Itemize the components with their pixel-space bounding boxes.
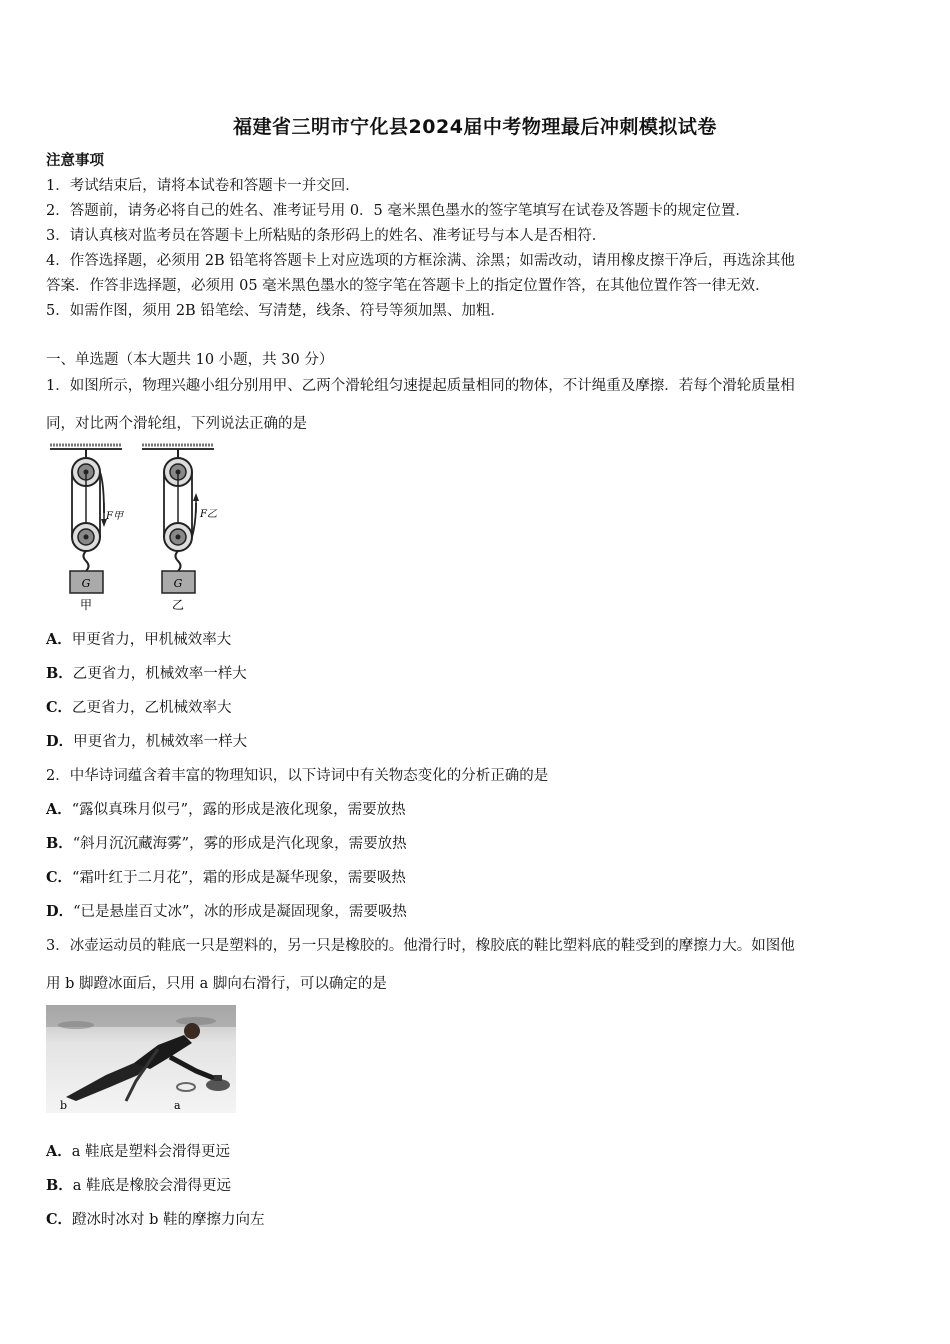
ceiling-left — [50, 445, 122, 449]
force-label-left: F甲 — [106, 511, 123, 522]
q3-option-a — [46, 1143, 916, 1161]
pulley-figure — [46, 443, 226, 615]
option-label: C． — [46, 1211, 73, 1228]
option-label: D． — [46, 733, 74, 750]
photo-label-b: b — [60, 1099, 68, 1112]
option-label: B． — [46, 665, 73, 682]
force-label-right: F乙 — [200, 509, 217, 520]
option-label: B． — [46, 1177, 73, 1194]
option-label: A． — [46, 1143, 72, 1160]
option-label: B． — [46, 835, 73, 852]
option-text: 甲更省力，机械效率一样大 — [73, 734, 248, 750]
notice-item: 答案．作答非选择题，必须用 05 毫米黑色墨水的签字笔在答题卡上的指定位置作答，在其他位置作答一律无效． — [46, 278, 770, 294]
question-2-text: 2．中华诗词蕴含着丰富的物理知识，以下诗词中有关物态变化的分析正确的是 — [46, 768, 549, 784]
block-label-left: G — [81, 577, 91, 590]
q3-option-b — [46, 1177, 916, 1195]
q2-option-d — [46, 903, 916, 921]
question-1-text-cont: 同，对比两个滑轮组，下列说法正确的是 — [46, 416, 307, 432]
pulley-system-left — [70, 449, 107, 593]
option-text: 乙更省力，机械效率一样大 — [72, 666, 247, 682]
option-text: “斜月沉沉藏海雾”，雾的形成是汽化现象，需要放热 — [72, 836, 407, 852]
option-text: “已是悬崖百丈冰”，冰的形成是凝固现象，需要吸热 — [73, 904, 407, 920]
photo-label-a: a — [174, 1099, 181, 1112]
notice-item: 5．如需作图，须用 2B 铅笔绘、写清楚，线条、符号等须加黑、加粗． — [46, 303, 505, 319]
option-text: a 鞋底是橡胶会滑得更远 — [72, 1178, 232, 1194]
option-label: C． — [46, 699, 73, 716]
notice-item: 3．请认真核对监考员在答题卡上所粘贴的条形码上的姓名、准考证号与本人是否相符． — [46, 228, 607, 244]
question-1-text: 1．如图所示，物理兴趣小组分别用甲、乙两个滑轮组匀速提起质量相同的物体，不计绳重及摩擦．若每个滑轮质量相 — [46, 378, 795, 394]
notice-item: 4．作答选择题，必须用 2B 铅笔将答题卡上对应选项的方框涂满、涂黑；如需改动，请用橡皮擦干净后，再选涂其他 — [46, 253, 795, 269]
q2-option-a — [46, 801, 916, 819]
q1-option-b — [46, 665, 916, 683]
option-text: “霜叶红于二月花”，霜的形成是凝华现象，需要吸热 — [72, 870, 406, 886]
option-text: 蹬冰时冰对 b 鞋的摩擦力向左 — [72, 1212, 265, 1228]
caption-right: 乙 — [171, 598, 185, 612]
option-label: C． — [46, 869, 73, 886]
curling-photo — [46, 1005, 236, 1113]
block-label-right: G — [173, 577, 183, 590]
section-heading: 一、单选题（本大题共 10 小题，共 30 分） — [46, 352, 334, 368]
option-label: D． — [46, 903, 74, 920]
q1-option-a — [46, 631, 916, 649]
pulley-system-right — [162, 449, 199, 593]
option-text: 甲更省力，甲机械效率大 — [71, 632, 232, 648]
question-3-text-cont: 用 b 脚蹬冰面后，只用 a 脚向右滑行，可以确定的是 — [46, 976, 387, 992]
q1-option-c — [46, 699, 916, 717]
page-title: 福建省三明市宁化县2024届中考物理最后冲刺模拟试卷 — [233, 116, 717, 138]
q1-option-d — [46, 733, 916, 751]
q3-option-c — [46, 1211, 916, 1229]
notice-heading: 注意事项 — [46, 152, 104, 169]
question-3-text: 3．冰壶运动员的鞋底一只是塑料的，另一只是橡胶的。他滑行时，橡胶底的鞋比塑料底的鞋受到的摩擦力大。如图他 — [46, 938, 795, 954]
option-text: 乙更省力，乙机械效率大 — [72, 700, 232, 716]
ceiling-right — [142, 445, 214, 449]
option-text: “露似真珠月似弓”，露的形成是液化现象，需要放热 — [71, 802, 406, 818]
option-text: a 鞋底是塑料会滑得更远 — [71, 1144, 231, 1160]
notice-item: 2．答题前，请务必将自己的姓名、准考证号用 0．5 毫米黑色墨水的签字笔填写在试卷及答题卡的规定位置． — [46, 203, 750, 219]
q2-option-b — [46, 835, 916, 853]
caption-left: 甲 — [79, 598, 93, 612]
option-label: A． — [46, 631, 72, 648]
notice-item: 1．考试结束后，请将本试卷和答题卡一并交回． — [46, 178, 360, 194]
q2-option-c — [46, 869, 916, 887]
option-label: A． — [46, 801, 72, 818]
